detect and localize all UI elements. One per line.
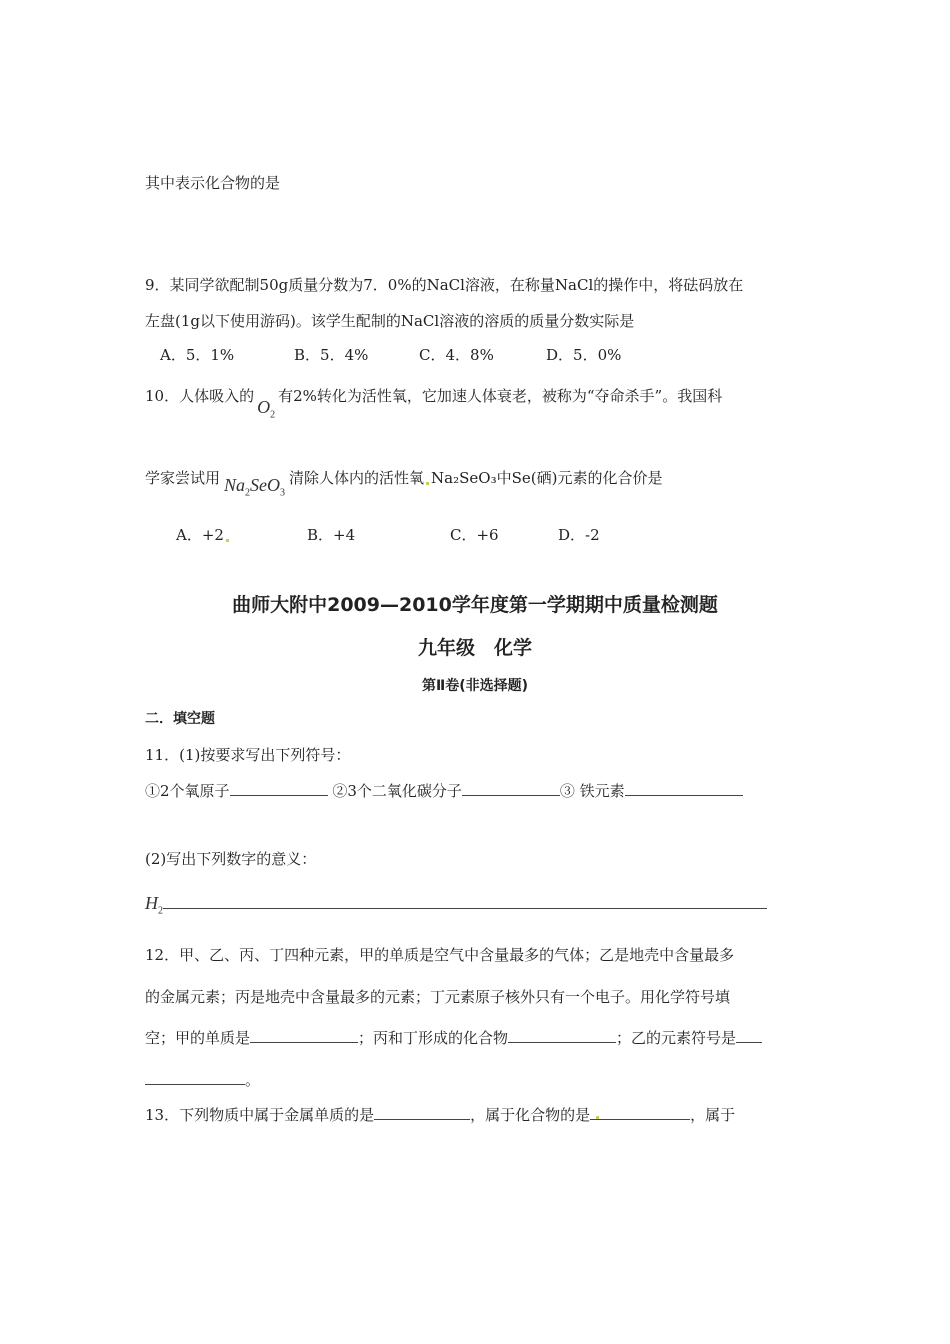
q12-part-3: ；乙的元素符号是 [616,1029,737,1047]
answer-blank[interactable] [736,1028,762,1043]
na2seo3-formula [224,475,286,499]
option-a [176,524,231,546]
option-d: D．-2 [558,526,600,544]
question-13-line [145,1104,735,1126]
formula-base: Na [224,475,246,495]
mark-dot [426,482,429,485]
formula-base: O [257,397,271,417]
exam-title: 曲师大附中2009—2010学年度第一学期期中质量检测题 [232,594,718,616]
answer-blank[interactable] [625,781,743,796]
q11-item-1: ①2个氧原子 [145,782,230,800]
answer-blank[interactable] [250,1028,358,1043]
question-11-head: 11．(1)按要求写出下列符号： [145,746,351,764]
q11-item-3: ③ 铁元素 [559,782,625,800]
answer-blank[interactable] [462,781,560,796]
h2-meaning-line [145,892,767,923]
option-c: C．+6 [450,526,499,544]
q10-text-post2: 清除人体内的活性氧 [289,469,425,487]
formula-sub: 2 [158,905,163,917]
answer-blank[interactable] [230,781,328,796]
question-11-items [145,780,743,802]
option-b: B．5．4% [294,346,369,364]
question-12-line-4 [145,1069,260,1091]
q11-item-2: ②3个二氧化碳分子 [332,782,462,800]
formula-sub: 2 [270,409,276,421]
q13-part-3: ，属于 [690,1106,736,1124]
q10-text-post: 有2%转化为活性氧，它加速人体衰老，被称为“夺命杀手”。我国科 [278,387,723,405]
formula-base: SeO [250,475,281,495]
answer-blank[interactable] [163,898,767,909]
answer-blank[interactable] [590,1105,690,1120]
mark-dot [226,539,229,542]
answer-blank[interactable] [508,1028,616,1043]
q10-text-pre: 10．人体吸入的 [145,387,255,405]
question-9-line-1: 9．某同学欲配制50g质量分数为7．0%的NaCl溶液，在称量NaCl的操作中，将砝码放在 [145,276,744,294]
mark-dot [596,1116,599,1119]
q13-part-1: 13．下列物质中属于金属单质的是 [145,1106,375,1124]
q13-part-2: ，属于化合物的是 [470,1106,591,1124]
text-line: 其中表示化合物的是 [145,174,281,192]
exam-subtitle: 九年级 化学 [417,637,532,659]
formula-sub: 2 [245,487,251,499]
option-b: B．+4 [307,526,356,544]
question-9-line-2: 左盘(1g以下使用游码)。该学生配制的NaCl溶液的溶质的质量分数实际是 [145,312,635,330]
q12-part-2: ；丙和丁形成的化合物 [358,1029,509,1047]
question-11-sub2: (2)写出下列数字的意义： [145,850,317,868]
question-12-line-2: 的金属元素；丙是地壳中含量最多的元素；丁元素原子核外只有一个电子。用化学符号填 [145,988,731,1006]
h2-formula [145,893,163,917]
question-12-line-1: 12．甲、乙、丙、丁四种元素，甲的单质是空气中含量最多的气体；乙是地壳中含量最多 [145,946,735,964]
question-10-line-2 [145,466,662,497]
q10-text-tail: Na₂SeO₃中Se(硒)元素的化合价是 [431,469,663,487]
option-a-label: A．+2 [176,526,224,544]
option-c: C．4．8% [419,346,494,364]
q12-part-1: 空；甲的单质是 [145,1029,251,1047]
answer-blank[interactable] [374,1105,470,1120]
answer-blank[interactable] [145,1070,245,1085]
question-10-line-1 [145,384,723,421]
o2-formula [257,397,276,421]
part-title: 第Ⅱ卷(非选择题) [421,678,529,694]
option-a: A．5．1% [160,346,235,364]
question-12-line-3 [145,1027,762,1049]
q12-end: 。 [245,1071,261,1089]
q10-text-pre2: 学家尝试用 [145,469,221,487]
section-heading: 二．填空题 [145,711,215,727]
formula-sub: 3 [280,487,286,499]
option-d: D．5．0% [546,346,622,364]
formula-base: H [145,893,158,913]
